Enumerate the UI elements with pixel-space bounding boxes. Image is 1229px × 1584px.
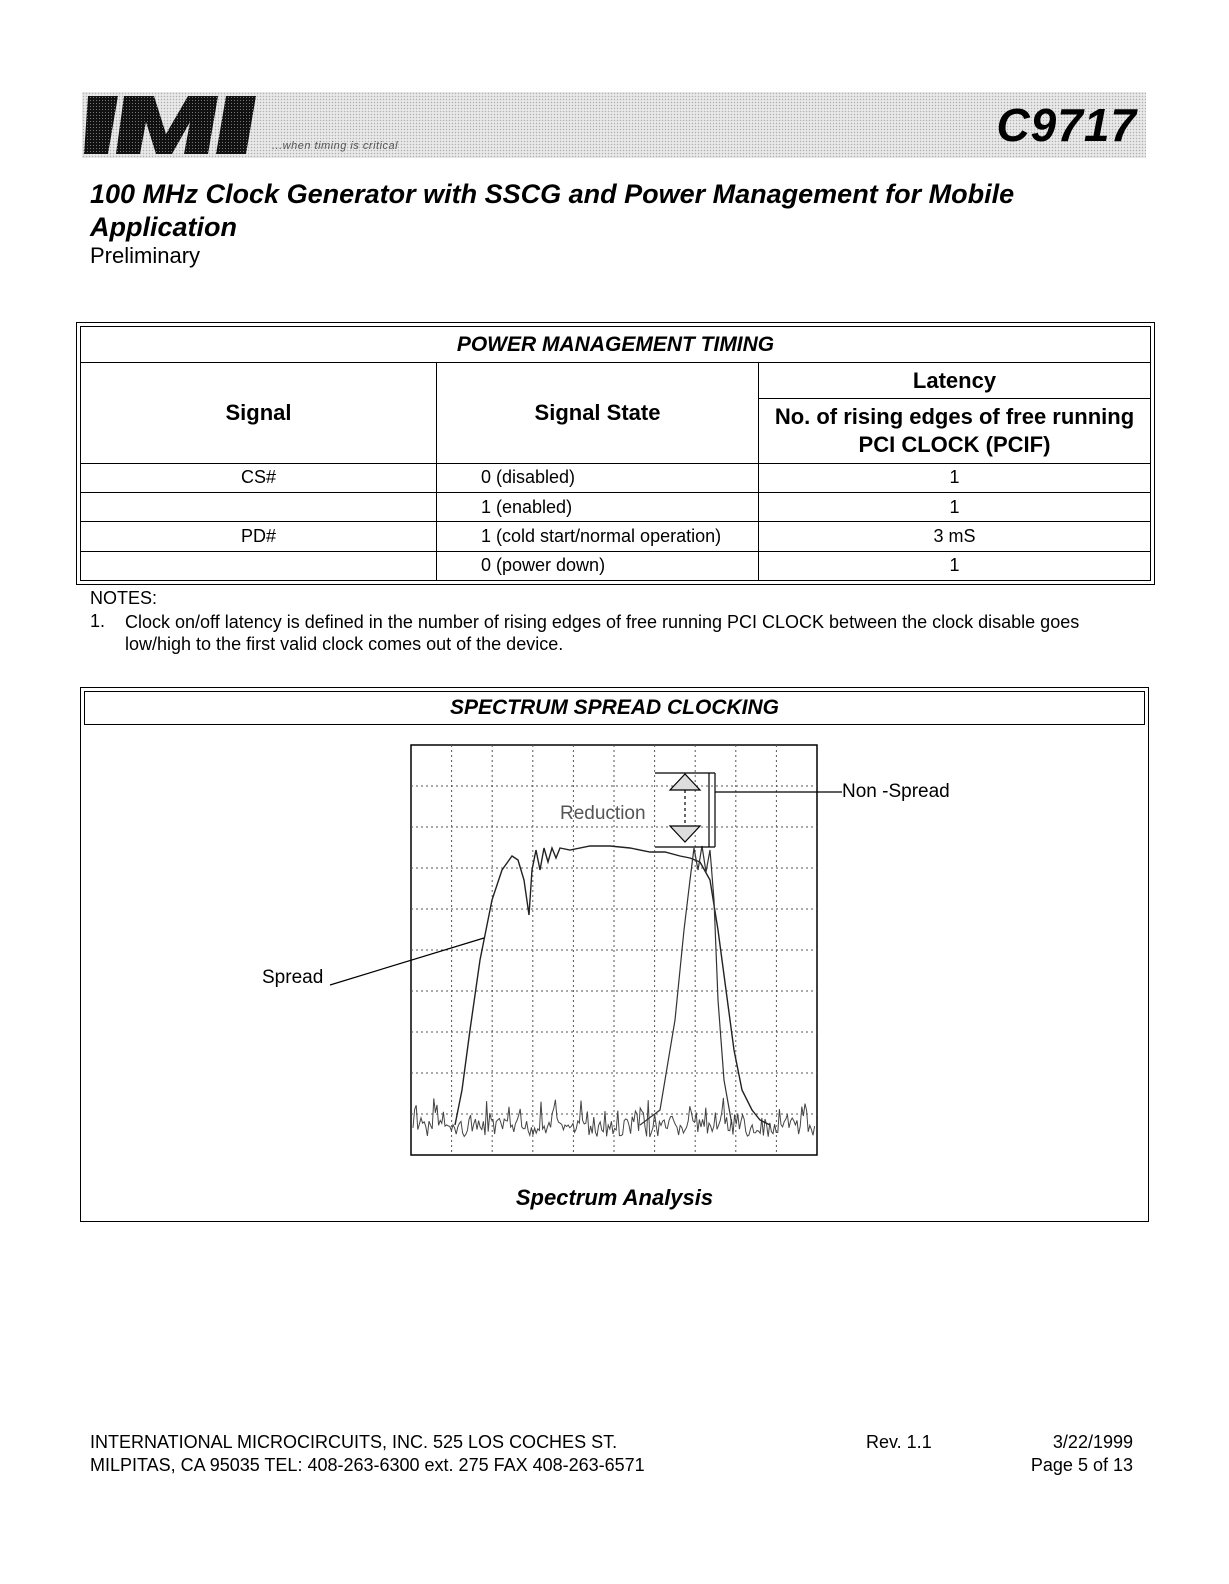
note-text: Clock on/off latency is defined in the number of rising edges of free running PCI CLOCK between the clock disable goes low/high to the first valid clock comes out of the device. bbox=[125, 612, 1080, 654]
section-title: SPECTRUM SPREAD CLOCKING bbox=[84, 691, 1145, 725]
footer-page-number: Page 5 of 13 bbox=[1030, 1455, 1133, 1475]
cell-signal-state: 1 (cold start/normal operation) bbox=[437, 522, 759, 551]
footer-date: 3/22/1999 bbox=[1052, 1432, 1133, 1452]
non-spread-label: Non -Spread bbox=[842, 781, 950, 802]
reduction-label: Reduction bbox=[560, 803, 646, 824]
cell-signal-state: 0 (disabled) bbox=[437, 463, 759, 492]
cell-signal: PD# bbox=[81, 522, 437, 551]
spread-label: Spread bbox=[262, 967, 324, 988]
cell-latency: 3 mS bbox=[759, 522, 1151, 551]
cell-latency: 1 bbox=[759, 551, 1151, 580]
column-header-latency: Latency bbox=[759, 363, 1151, 398]
column-header-signal-state: Signal State bbox=[437, 363, 759, 463]
column-header-signal: Signal bbox=[81, 363, 437, 463]
part-number: C9717 bbox=[996, 99, 1137, 151]
cell-signal-state: 1 (enabled) bbox=[437, 492, 759, 521]
cell-latency: 1 bbox=[759, 463, 1151, 492]
footer-address-line-2: MILPITAS, CA 95035 TEL: 408-263-6300 ext. 275 FAX 408-263-6571 bbox=[90, 1455, 645, 1475]
table-title: POWER MANAGEMENT TIMING bbox=[81, 327, 1151, 363]
document-status: Preliminary bbox=[90, 243, 201, 268]
cell-signal-state: 0 (power down) bbox=[437, 551, 759, 580]
logo-tagline: ...when timing is critical bbox=[272, 140, 399, 152]
cell-latency: 1 bbox=[759, 492, 1151, 521]
notes-heading: NOTES: bbox=[90, 588, 158, 608]
document-title: 100 MHz Clock Generator with SSCG and Power Management for Mobile Application bbox=[90, 179, 1015, 242]
footer-revision: Rev. 1.1 bbox=[866, 1432, 932, 1452]
note-number: 1. bbox=[90, 611, 106, 631]
cell-signal: CS# bbox=[81, 463, 437, 492]
figure-caption: Spectrum Analysis bbox=[515, 1185, 714, 1210]
footer-address-line-1: INTERNATIONAL MICROCIRCUITS, INC. 525 LOS COCHES ST. bbox=[90, 1432, 618, 1452]
column-subheader-latency: No. of rising edges of free running PCI CLOCK (PCIF) bbox=[759, 398, 1151, 463]
